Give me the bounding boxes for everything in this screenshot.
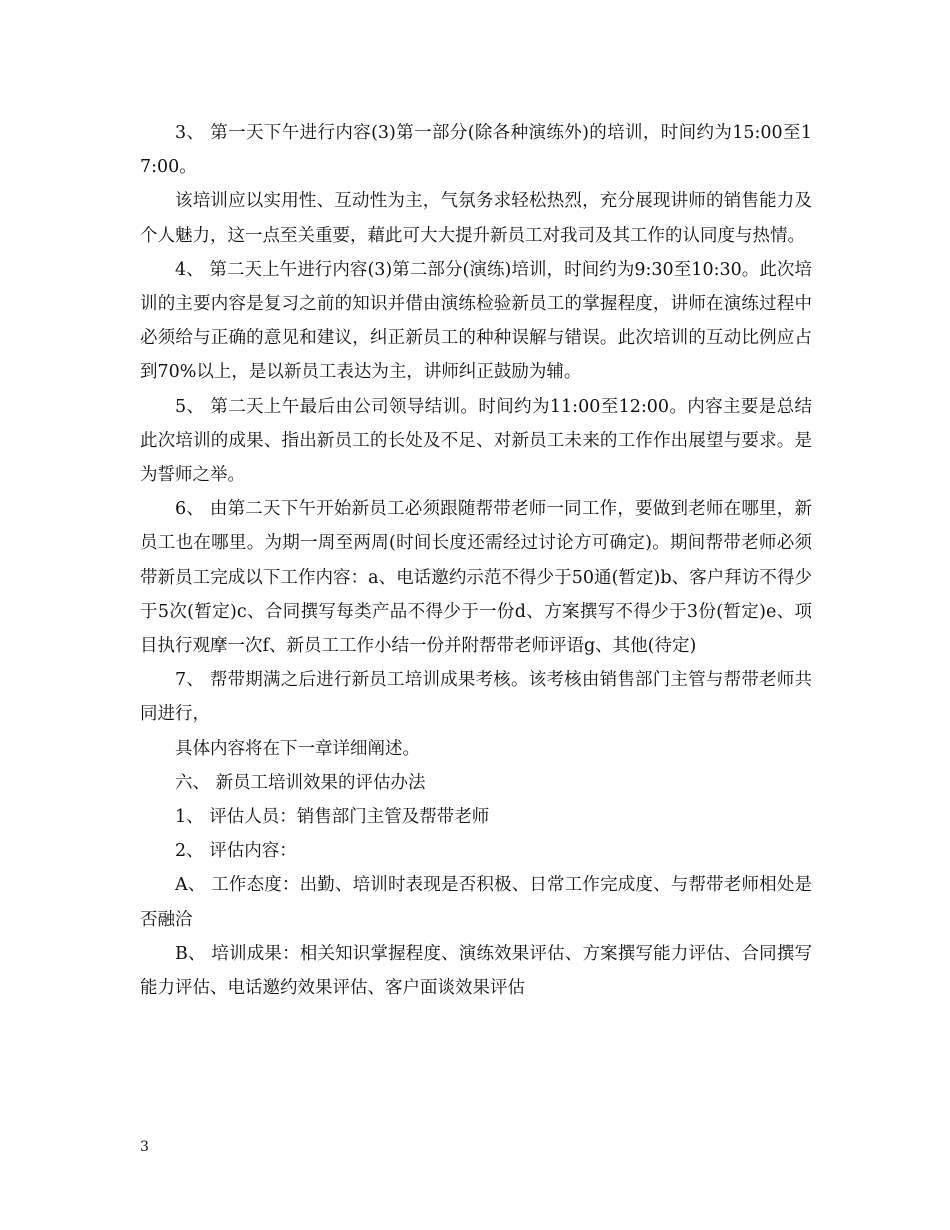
paragraph-item-5: 5、 第二天上午最后由公司领导结训。时间约为11:00至12:00。内容主要是总结此次培训的成果、指出新员工的长处及不足、对新员工未来的工作作出展望与要求。是为誓师之举。 [140,396,812,486]
paragraph-training-results: B、 培训成果：相关知识掌握程度、演练效果评估、方案撰写能力评估、合同撰写能力评估、电话邀约效果评估、客户面谈效果评估 [140,943,812,999]
paragraph-item-7: 7、 帮带期满之后进行新员工培训成果考核。该考核由销售部门主管与帮带老师共同进行， [140,670,812,725]
paragraph-item-6: 6、 由第二天下午开始新员工必须跟随帮带老师一同工作，要做到老师在哪里，新员工也在哪里。为期一周至两周(时间长度还需经过讨论方可确定)。期间帮带老师必须带新员工完成以下工作内容：a、电话邀约示范不得少于50通(暂定)b、客户拜访不得少于5次(暂定)c、合同撰写每类产品不得少于一份d、方案撰写不得少于3份(暂定)e、项目执行观摩一次f、新员工工作小结一份并附帮带老师评语g、其他(待定) [140,499,812,657]
paragraph-item-4: 4、 第二天上午进行内容(3)第二部分(演练)培训，时间约为9:30至10:30。此次培训的主要内容是复习之前的知识并借由演练检验新员工的掌握程度，讲师在演练过程中必须给与正确的意见和建议，纠正新员工的种种误解与错误。此次培训的互动比例应占到70%以上，是以新员工表达为主，讲师纠正鼓励为辅。 [140,259,812,383]
paragraph-details-note: 具体内容将在下一章详细阐述。 [175,738,420,759]
page-number: 3 [140,1139,149,1155]
document-body [140,116,812,1005]
paragraph-evaluation-content: 2、 评估内容： [175,841,297,862]
section-heading-evaluation: 六、 新员工培训效果的评估办法 [175,772,426,793]
paragraph-training-style: 该培训应以实用性、互动性为主，气氛务求轻松热烈，充分展现讲师的销售能力及个人魅力，这一点至关重要，藉此可大大提升新员工对我司及其工作的认同度与热情。 [140,191,812,246]
paragraph-item-3: 3、 第一天下午进行内容(3)第一部分(除各种演练外)的培训，时间约为15:00至17:00。 [140,123,812,178]
paragraph-evaluators: 1、 评估人员：销售部门主管及帮带老师 [175,807,490,828]
paragraph-work-attitude: A、 工作态度：出勤、培训时表现是否积极、日常工作完成度、与帮带老师相处是否融洽 [140,875,812,930]
